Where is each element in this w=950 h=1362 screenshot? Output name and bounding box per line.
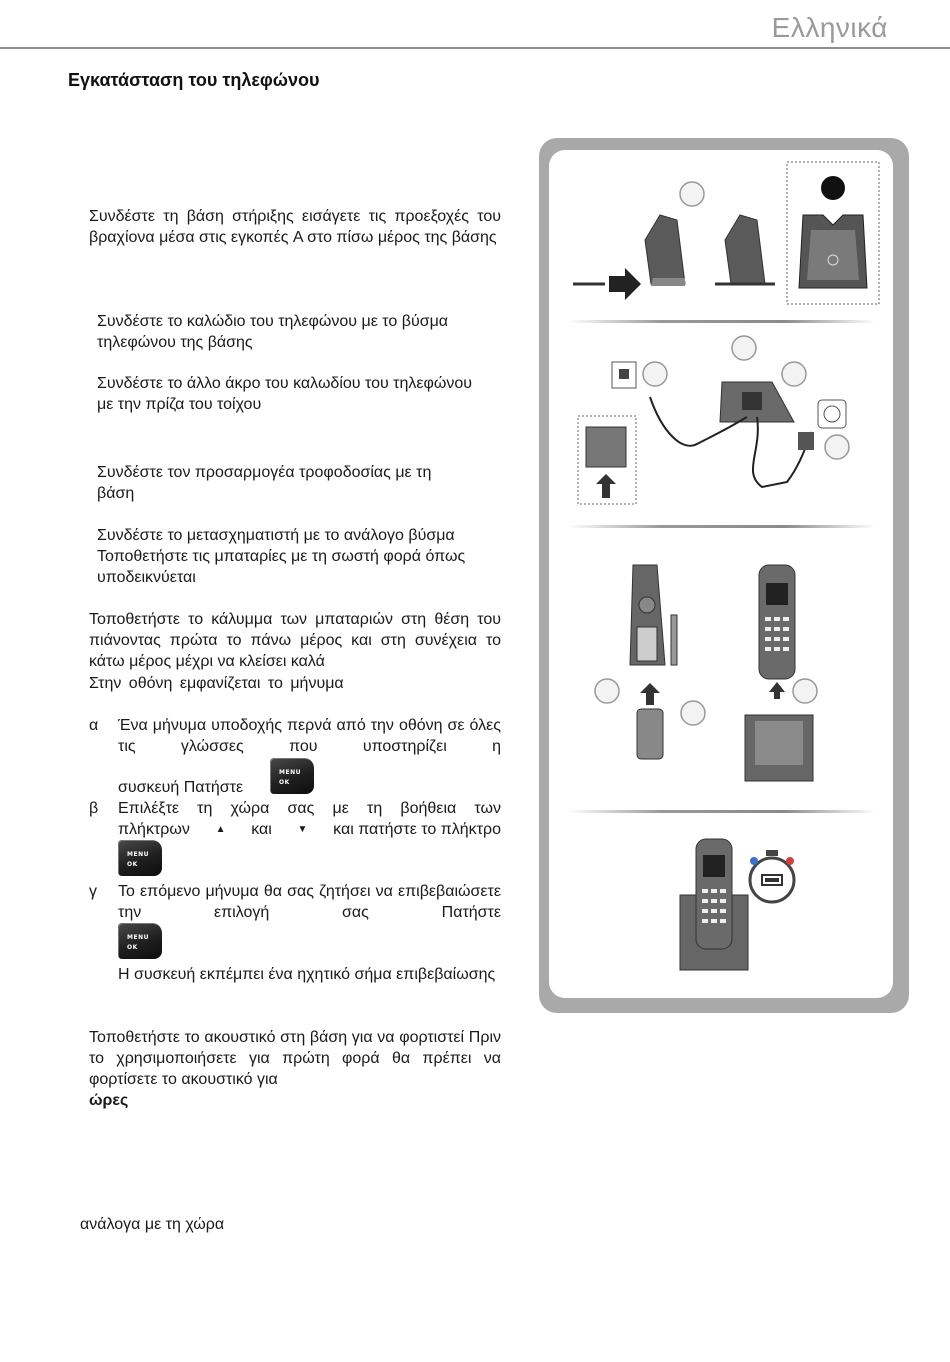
callout-dark-circle-icon [821, 176, 845, 200]
list-b-text2 [118, 819, 501, 840]
list-b-press-key: και πατήστε το πλήκτρο [333, 821, 501, 838]
callout-circle-icon [732, 336, 756, 360]
list-b-keys-label: πλήκτρων [118, 821, 190, 838]
base-side-view-icon [645, 215, 685, 284]
step-adapter-line2: βάση [97, 485, 135, 502]
connection-illustration [572, 332, 882, 512]
charging-hours: ώρες [89, 1092, 129, 1109]
step-stand-text: Συνδέστε τη βάση στήριξης εισάγετε τις προεξοχές του βραχίονα μέσα στις εγκοπές A στο πίσω μέρος της βάσης [89, 208, 501, 246]
insert-arrow-icon [609, 268, 641, 300]
list-g-text: Το επόμενο μήνυμα θα σας ζητήσει να επιβεβαιώσετε την επιλογή σας Πατήστε [118, 883, 501, 921]
list-a-text: Ένα μήνυμα υποδοχής περνά από την οθόνη σε όλες τις γλώσσες που υποστηρίζει η [118, 717, 501, 755]
section-title: Εγκατάσταση του τηλεφώνου [68, 70, 320, 90]
battery-cover-icon [671, 615, 677, 665]
handset-front-icon [759, 565, 795, 679]
panel-divider-1 [568, 320, 876, 323]
header-rule [0, 47, 950, 49]
down-arrow-icon [769, 682, 785, 699]
list-beep-text: Η συσκευή εκπέμπει ένα ηχητικό σήμα επιβεβαίωσης [118, 966, 496, 983]
stand-illustration [565, 160, 885, 310]
callout-circle-icon [782, 362, 806, 386]
battery-illustration [585, 555, 885, 790]
step-cover-text: Τοποθετήστε το κάλυμμα των μπαταριών στη θέση του πιάνοντας πρώτα το πάνω μέρος και στη συνέχεια το κάτω μέρος μέχρι να κλείσει καλά [89, 611, 501, 670]
step-cable-line1: Συνδέστε το καλώδιο του τηλεφώνου με το βύσμα [97, 313, 449, 330]
list-b-text1: Επιλέξτε τη χώρα σας με τη βοήθεια των [118, 800, 501, 817]
language-label: Ελληνικά [771, 12, 888, 43]
list-letter-b: β [89, 800, 99, 817]
callout-circle-icon [793, 679, 817, 703]
callout-circle-icon [595, 679, 619, 703]
step-screen-message: Στην οθόνη εμφανίζεται το μήνυμα [89, 675, 344, 692]
up-arrow-icon [596, 474, 616, 498]
power-wall-socket-icon [818, 400, 846, 428]
down-arrow-key-icon: ▼ [297, 824, 308, 835]
step-other-end-line2: με την πρίζα του τοίχου [97, 396, 262, 413]
list-letter-g: γ [89, 883, 97, 900]
list-letter-a: α [89, 717, 99, 734]
list-a-press: συσκευή Πατήστε [118, 779, 244, 796]
menu-ok-key-b: MENU OK [118, 840, 162, 876]
list-b-and: και [251, 821, 272, 838]
base-assembled-icon [725, 215, 765, 284]
footnote-text: ανάλογα με τη χώρα [80, 1216, 225, 1233]
callout-circle-icon [680, 182, 704, 206]
power-adapter-icon [798, 432, 814, 450]
step-other-end-line1: Συνδέστε το άλλο άκρο του καλωδίου του τηλεφώνου [97, 375, 473, 392]
menu-ok-key-a: MENU OK [270, 758, 314, 794]
panel-divider-2 [568, 525, 876, 528]
menu-ok-key-g: MENU OK [118, 923, 162, 959]
step-adapter-line1: Συνδέστε τον προσαρμογέα τροφοδοσίας με τη [97, 464, 432, 481]
callout-circle-icon [825, 435, 849, 459]
step-transformer-line: Συνδέστε το μετασχηματιστή με το ανάλογο βύσμα [97, 527, 455, 544]
callout-circle-icon [681, 701, 705, 725]
up-arrow-key-icon: ▲ [215, 824, 226, 835]
up-arrow-icon [640, 683, 660, 705]
base-front-icon [586, 427, 626, 467]
step-batteries-line1: Τοποθετήστε τις μπαταρίες με τη σωστή φορά όπως [97, 548, 466, 565]
panel-divider-3 [568, 810, 876, 813]
power-cable [753, 417, 812, 487]
battery-icon [637, 709, 663, 759]
callout-circle-icon [643, 362, 667, 386]
battery-compartment-icon [637, 627, 657, 661]
step-cable-line2: τηλεφώνου της βάσης [97, 334, 253, 351]
step-batteries-line2: υποδεικνύεται [97, 569, 196, 586]
charging-illustration [670, 835, 820, 975]
charging-text: Τοποθετήστε το ακουστικό στη βάση για να φορτιστεί Πριν το χρησιμοποιήσετε για πρώτη φορά θα πρέπει να φορτίσετε το ακουστικό για [89, 1029, 501, 1088]
